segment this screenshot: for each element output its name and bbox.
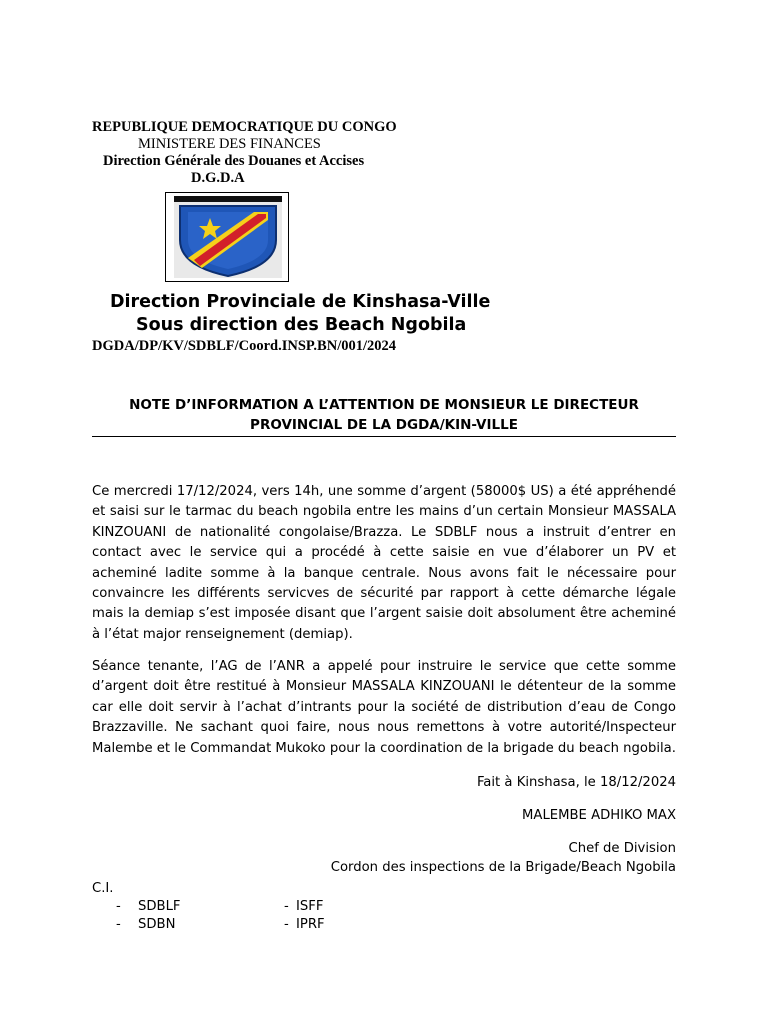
list-bullet: - bbox=[116, 899, 121, 914]
list-bullet: - bbox=[284, 917, 289, 932]
signatory-organization: Cordon des inspections de la Brigade/Beach Ngobila bbox=[330, 860, 676, 875]
ci-label: C.I. bbox=[92, 881, 114, 896]
ci-item-sdbn: SDBN bbox=[138, 917, 176, 932]
list-bullet: - bbox=[284, 899, 289, 914]
place-date: Fait à Kinshasa, le 18/12/2024 bbox=[476, 775, 676, 790]
ci-item-sdblf: SDBLF bbox=[138, 899, 181, 914]
body-paragraph-1: Ce mercredi 17/12/2024, vers 14h, une somme d’argent (58000$ US) a été appréhendé et saisi sur le tarmac du beach ngobila entre les mains d’un certain Monsieur MASSALA KINZOUANI de nationalité congolaise/Brazza. Le SDBLF nous a instruit d’entrer en contact avec le service qui a procédé à cette saisie en vue d’élaborer un PV et acheminé ladite somme à la banque centrale. Nous avons fait le nécessaire pour convaincre les différents servicves de sécurité par rapport à cette démarche légale mais la demiap s’est imposée disant que l’argent saisie doit absolument être acheminé à l’état major renseignement (demiap). bbox=[92, 484, 676, 642]
reference-number: DGDA/DP/KV/SDBLF/Coord.INSP.BN/001/2024 bbox=[92, 338, 396, 354]
sub-direction-title: Sous direction des Beach Ngobila bbox=[136, 315, 467, 335]
body-paragraph-2: Séance tenante, l’AG de l’ANR a appelé pour instruire le service que cette somme d’argent doit être restitué à Monsieur MASSALA KINZOUANI le détenteur de la somme car elle doit servir à l’achat d’intrants pour la société de distribution d’eau de Congo Brazzaville. Ne sachant quoi faire, nous nous remettons à votre autorité/Inspecteur Malembe et le Commandat Mukoko pour la coordination de la brigade du beach ngobila. bbox=[92, 659, 676, 756]
ci-item-iprf: IPRF bbox=[296, 917, 325, 932]
header-republic: REPUBLIQUE DEMOCRATIQUE DU CONGO bbox=[92, 119, 397, 135]
header-ministry: MINISTERE DES FINANCES bbox=[138, 136, 321, 152]
dgda-emblem-icon bbox=[174, 196, 282, 278]
provincial-direction-title: Direction Provinciale de Kinshasa-Ville bbox=[110, 292, 491, 312]
logo-frame bbox=[165, 192, 289, 282]
note-title: NOTE D’INFORMATION A L’ATTENTION DE MONSIEUR LE DIRECTEUR PROVINCIAL DE LA DGDA/KIN-VILLE bbox=[129, 397, 639, 433]
header-direction-generale: Direction Générale des Douanes et Accises bbox=[103, 153, 365, 169]
signatory-name: MALEMBE ADHIKO MAX bbox=[522, 808, 676, 823]
signatory-title: Chef de Division bbox=[568, 841, 676, 856]
header-acronym: D.G.D.A bbox=[191, 170, 245, 186]
list-bullet: - bbox=[116, 917, 121, 932]
title-underline bbox=[92, 436, 676, 437]
ci-item-isff: ISFF bbox=[296, 899, 324, 914]
